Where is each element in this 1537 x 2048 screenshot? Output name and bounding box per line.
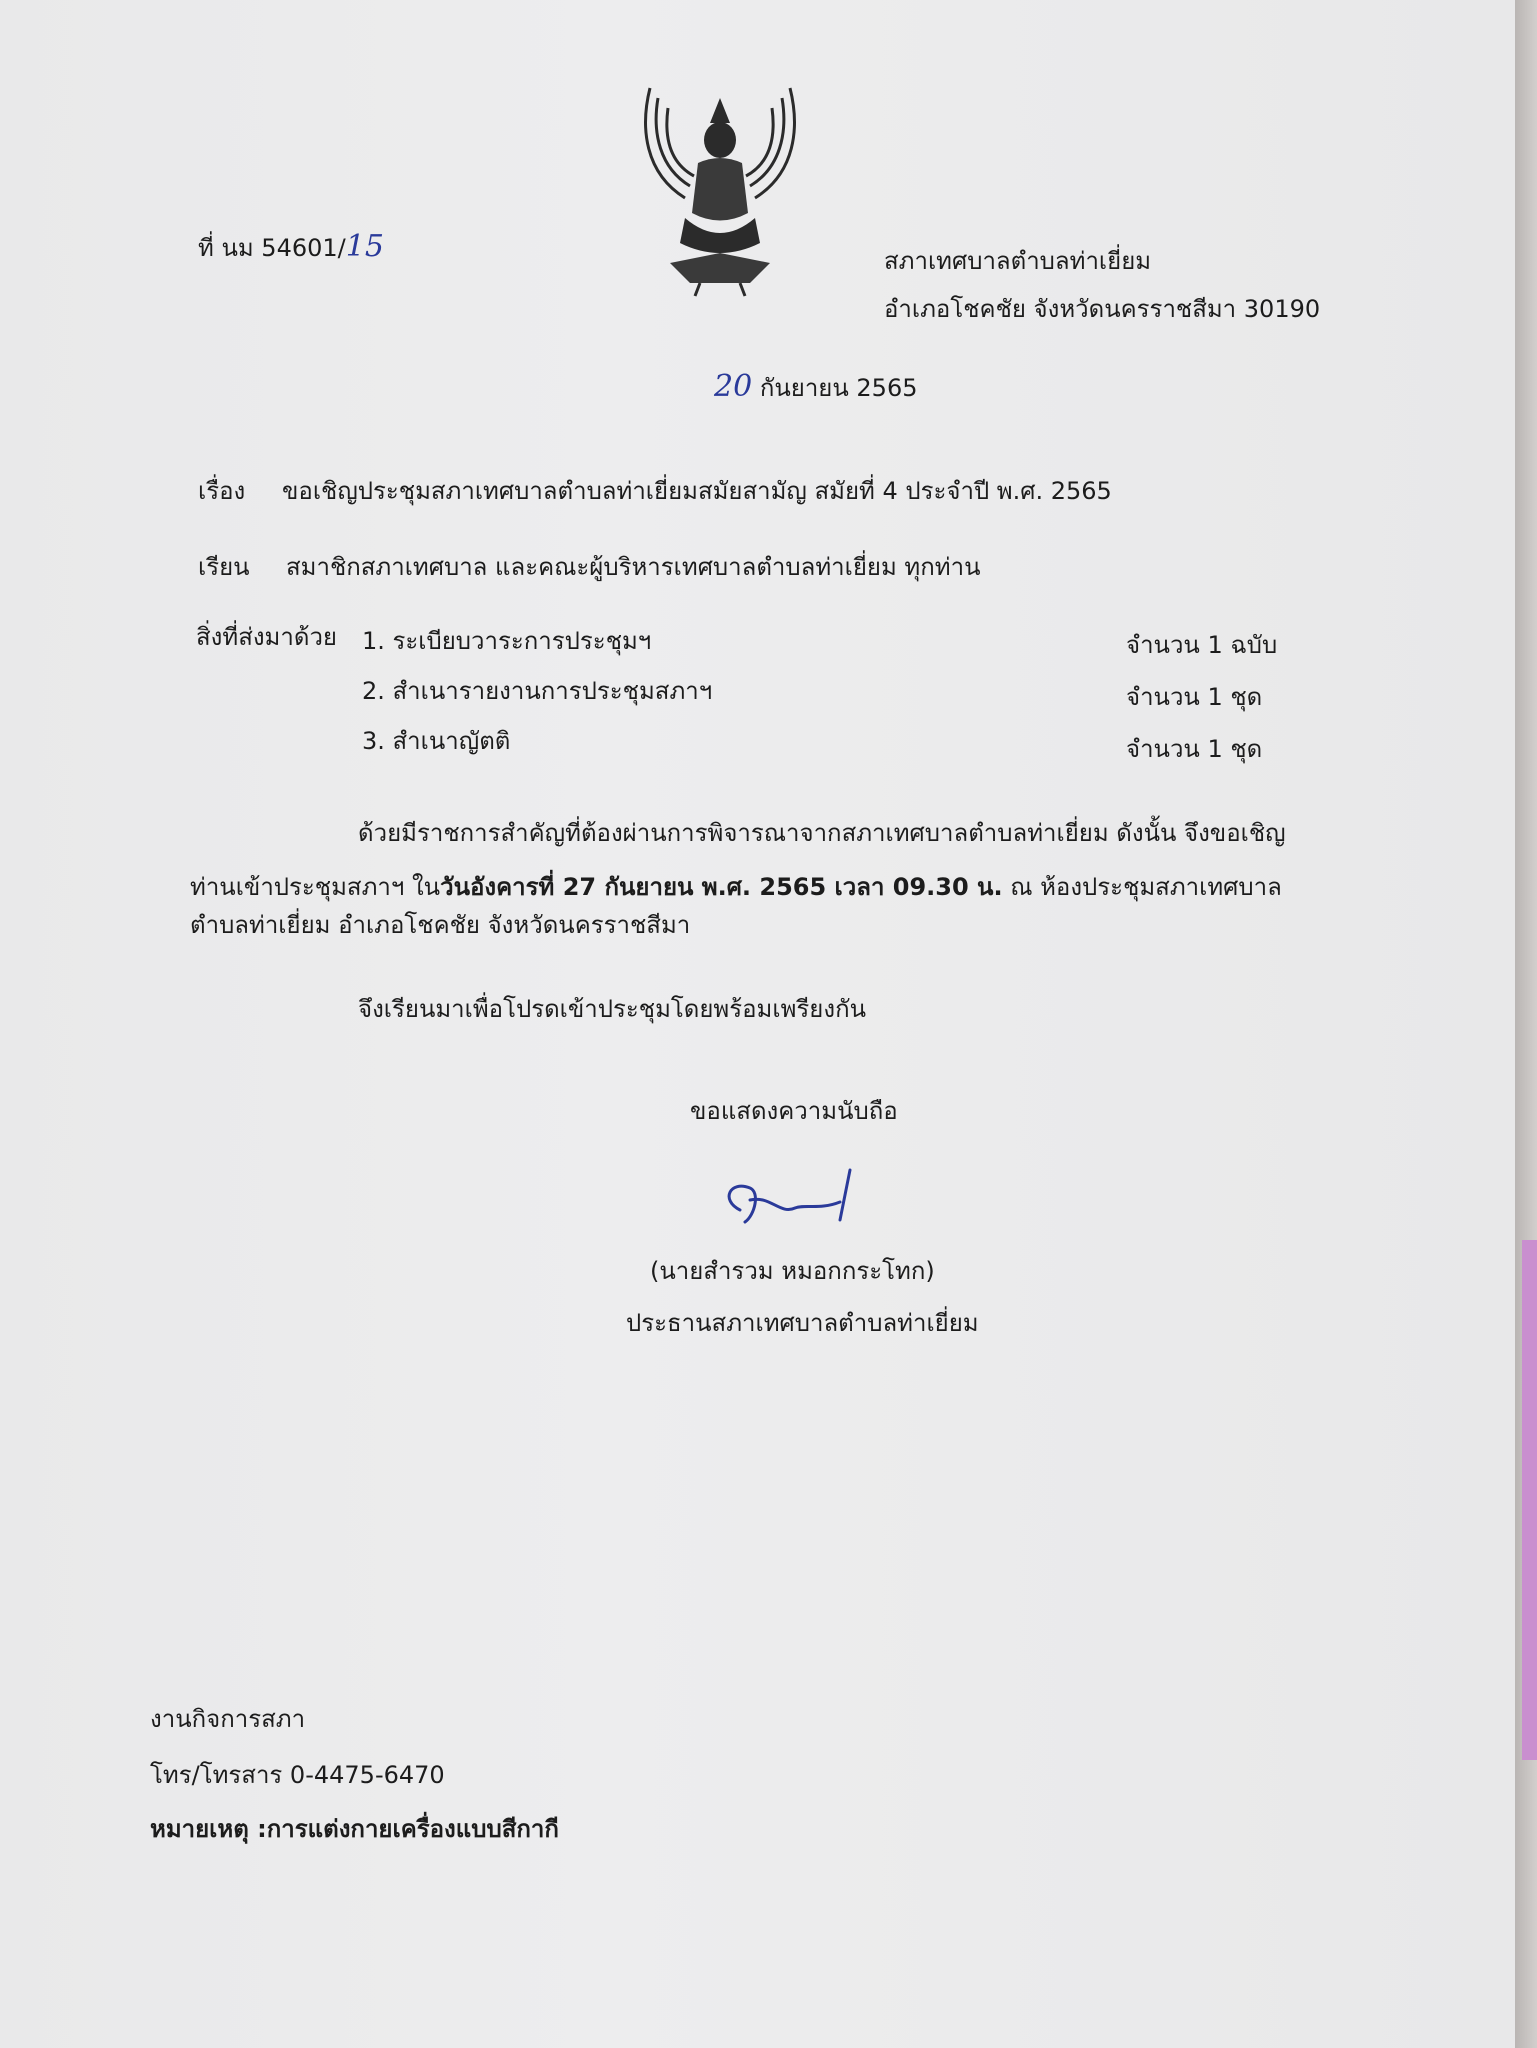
enclosure-qty: จำนวน 1 ชุด: [1126, 735, 1263, 763]
enclosure-qty: จำนวน 1 ชุด: [1126, 683, 1263, 711]
meeting-datetime: วันอังคารที่ 27 กันยายน พ.ศ. 2565 เวลา 09.30 น.: [440, 873, 1003, 901]
enclosure-item: 2. สำเนารายงานการประชุมสภาฯ: [362, 677, 713, 705]
body-line-3: ตำบลท่าเยี่ยม อำเภอโชคชัย จังหวัดนครราชสีมา: [190, 911, 691, 939]
addressee-text: สมาชิกสภาเทศบาล และคณะผู้บริหารเทศบาลตำบลท่าเยี่ยม ทุกท่าน: [286, 553, 981, 581]
enclosure-item: 3. สำเนาญัตติ: [362, 727, 511, 755]
signer-name: (นายสำรวม หมอกกระโทก): [650, 1257, 935, 1285]
addressee-label: เรียน: [198, 553, 250, 581]
signer-title: ประธานสภาเทศบาลตำบลท่าเยี่ยม: [626, 1309, 979, 1337]
reference-handwritten: 15: [345, 229, 384, 264]
signature-icon: [700, 1160, 880, 1240]
body-line-1: ด้วยมีราชการสำคัญที่ต้องผ่านการพิจารณาจากสภาเทศบาลตำบลท่าเยี่ยม ดังนั้น จึงขอเชิญ: [358, 819, 1286, 847]
subject-text: ขอเชิญประชุมสภาเทศบาลตำบลท่าเยี่ยมสมัยสามัญ สมัยที่ 4 ประจำปี พ.ศ. 2565: [282, 477, 1112, 505]
body-line-2-end: ณ ห้องประชุมสภาเทศบาล: [1002, 873, 1282, 901]
garuda-emblem-icon: [630, 78, 810, 298]
subject-label: เรื่อง: [198, 477, 246, 505]
pink-folder-edge: [1522, 1240, 1537, 1760]
regards: ขอแสดงความนับถือ: [690, 1097, 898, 1125]
date-month-year: กันยายน 2565: [759, 374, 918, 402]
footer-phone: โทร/โทรสาร 0-4475-6470: [150, 1761, 445, 1789]
closing-request: จึงเรียนมาเพื่อโปรดเข้าประชุมโดยพร้อมเพรียงกัน: [358, 995, 867, 1023]
reference-number: [198, 229, 384, 264]
office-name: สภาเทศบาลตำบลท่าเยี่ยม: [884, 247, 1152, 275]
enclosure-item: 1. ระเบียบวาระการประชุมฯ: [362, 627, 652, 655]
date-day-handwritten: 20: [714, 369, 753, 404]
office-address: อำเภอโชคชัย จังหวัดนครราชสีมา 30190: [884, 295, 1321, 323]
body-line-2-start: ท่านเข้าประชุมสภาฯ ใน: [190, 873, 441, 901]
reference-prefix: ที่ นม 54601/: [198, 234, 346, 262]
footer-note: หมายเหตุ :การแต่งกายเครื่องแบบสีกากี: [150, 1815, 559, 1843]
body-line-2: [190, 872, 1282, 902]
enclosure-qty: จำนวน 1 ฉบับ: [1126, 631, 1278, 659]
enclosures-label: สิ่งที่ส่งมาด้วย: [196, 623, 337, 651]
document-date: [714, 369, 918, 404]
footer-department: งานกิจการสภา: [150, 1705, 306, 1733]
